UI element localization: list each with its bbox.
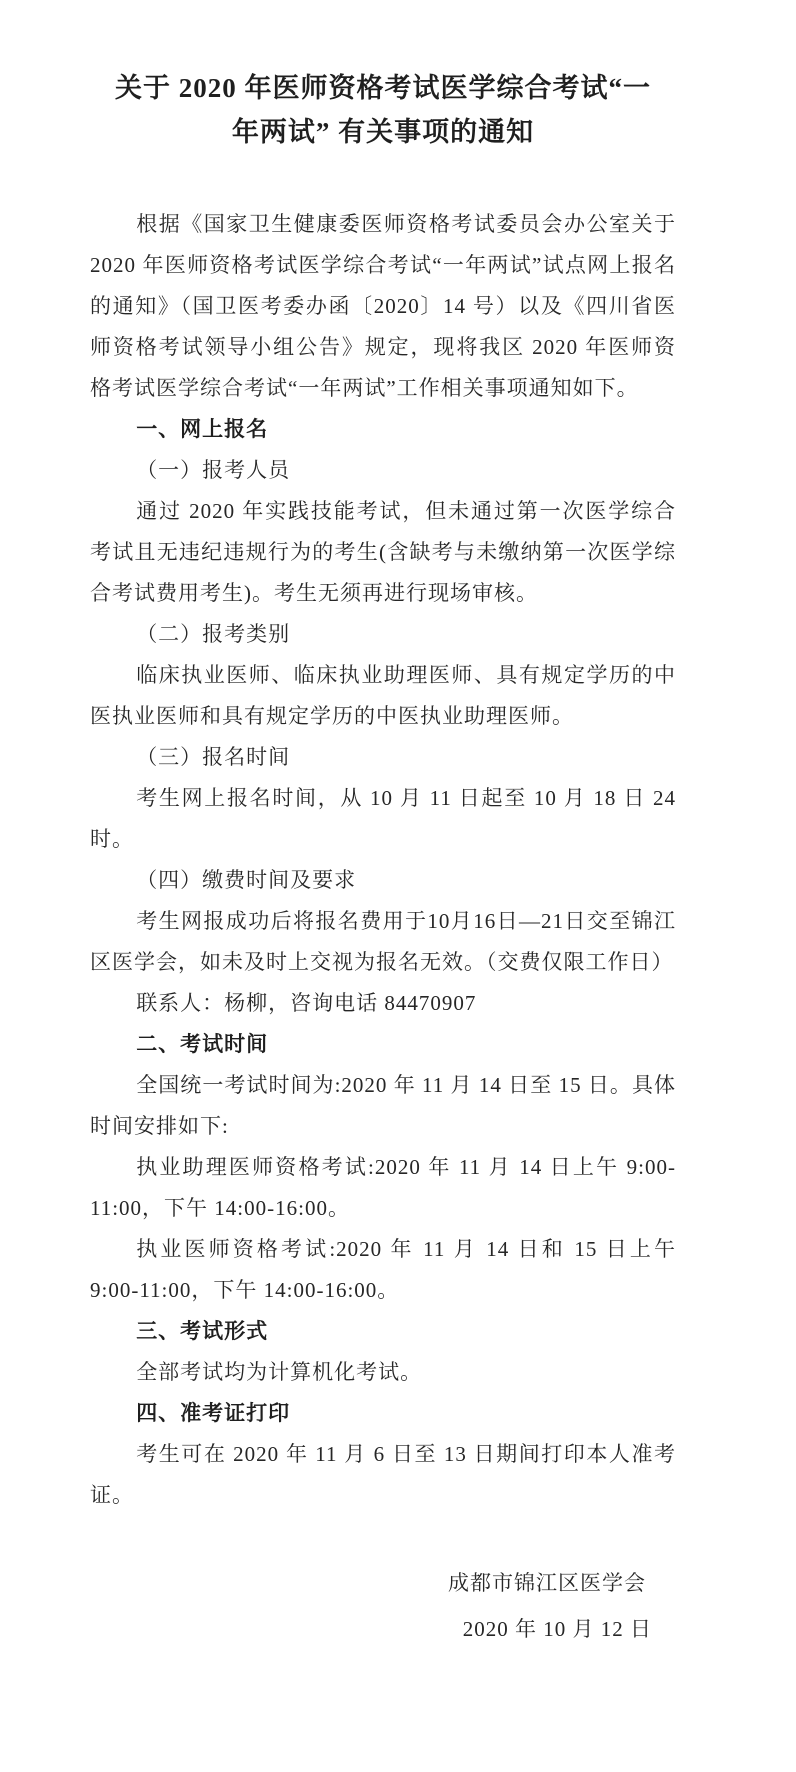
subheading-registration-time: （三）报名时间 xyxy=(136,745,291,769)
paragraph-contact-info: 联系人：杨柳，咨询电话 84470907 xyxy=(136,991,477,1015)
subheading-applicants: （一）报考人员 xyxy=(136,458,291,482)
paragraph-assistant-exam-schedule: 执业助理医师资格考试:2020 年 11 月 14 日上午 9:00-11:00，下午 14:00-16:00。 xyxy=(90,1155,676,1220)
subheading-exam-categories: （二）报考类别 xyxy=(136,622,291,646)
paragraph-exam-time-overview: 全国统一考试时间为:2020 年 11 月 14 日至 15 日。具体时间安排如下: xyxy=(90,1073,676,1138)
paragraph-admission-ticket: 考生可在 2020 年 11 月 6 日至 13 日期间打印本人准考证。 xyxy=(90,1442,676,1507)
intro-paragraph: 根据《国家卫生健康委医师资格考试委员会办公室关于 2020 年医师资格考试医学综合考试“一年两试”试点网上报名的通知》（国卫医考委办函〔2020〕14 号）以及《四川省医师资格考试领导小组公告》规定，现将我区 2020 年医师资格考试医学综合考试“一年两试”工作相关事项通知如下。 xyxy=(90,212,676,400)
section-heading-exam-format: 三、考试形式 xyxy=(136,1320,269,1343)
section-heading-exam-time: 二、考试时间 xyxy=(136,1033,269,1056)
document-title-line-1: 关于 2020 年医师资格考试医学综合考试“一 xyxy=(115,73,651,103)
paragraph-exam-categories: 临床执业医师、临床执业助理医师、具有规定学历的中医执业医师和具有规定学历的中医执业助理医师。 xyxy=(90,663,676,728)
paragraph-physician-exam-schedule: 执业医师资格考试:2020 年 11 月 14 日和 15 日上午 9:00-11:00，下午 14:00-16:00。 xyxy=(90,1237,676,1302)
subheading-payment-requirements: （四）缴费时间及要求 xyxy=(136,868,357,892)
signature-block xyxy=(90,1560,676,1652)
issue-date: 2020 年 10 月 12 日 xyxy=(462,1617,652,1641)
paragraph-applicants: 通过 2020 年实践技能考试，但未通过第一次医学综合考试且无违纪违规行为的考生(含缺考与未缴纳第一次医学综合考试费用考生)。考生无须再进行现场审核。 xyxy=(90,499,676,605)
issuer-organization: 成都市锦江区医学会 xyxy=(448,1571,646,1595)
paragraph-payment-requirements: 考生网报成功后将报名费用于10月16日—21日交至锦江区医学会，如未及时上交视为报名无效。（交费仅限工作日） xyxy=(90,909,676,974)
section-heading-admission-ticket: 四、准考证打印 xyxy=(136,1402,291,1425)
document-title-line-2: 年两试” 有关事项的通知 xyxy=(231,117,535,147)
document-body xyxy=(90,204,676,1652)
document-title xyxy=(90,66,676,154)
paragraph-exam-format: 全部考试均为计算机化考试。 xyxy=(136,1360,423,1384)
section-heading-online-registration: 一、网上报名 xyxy=(136,418,269,441)
paragraph-registration-time: 考生网上报名时间，从 10 月 11 日起至 10 月 18 日 24 时。 xyxy=(90,786,676,851)
